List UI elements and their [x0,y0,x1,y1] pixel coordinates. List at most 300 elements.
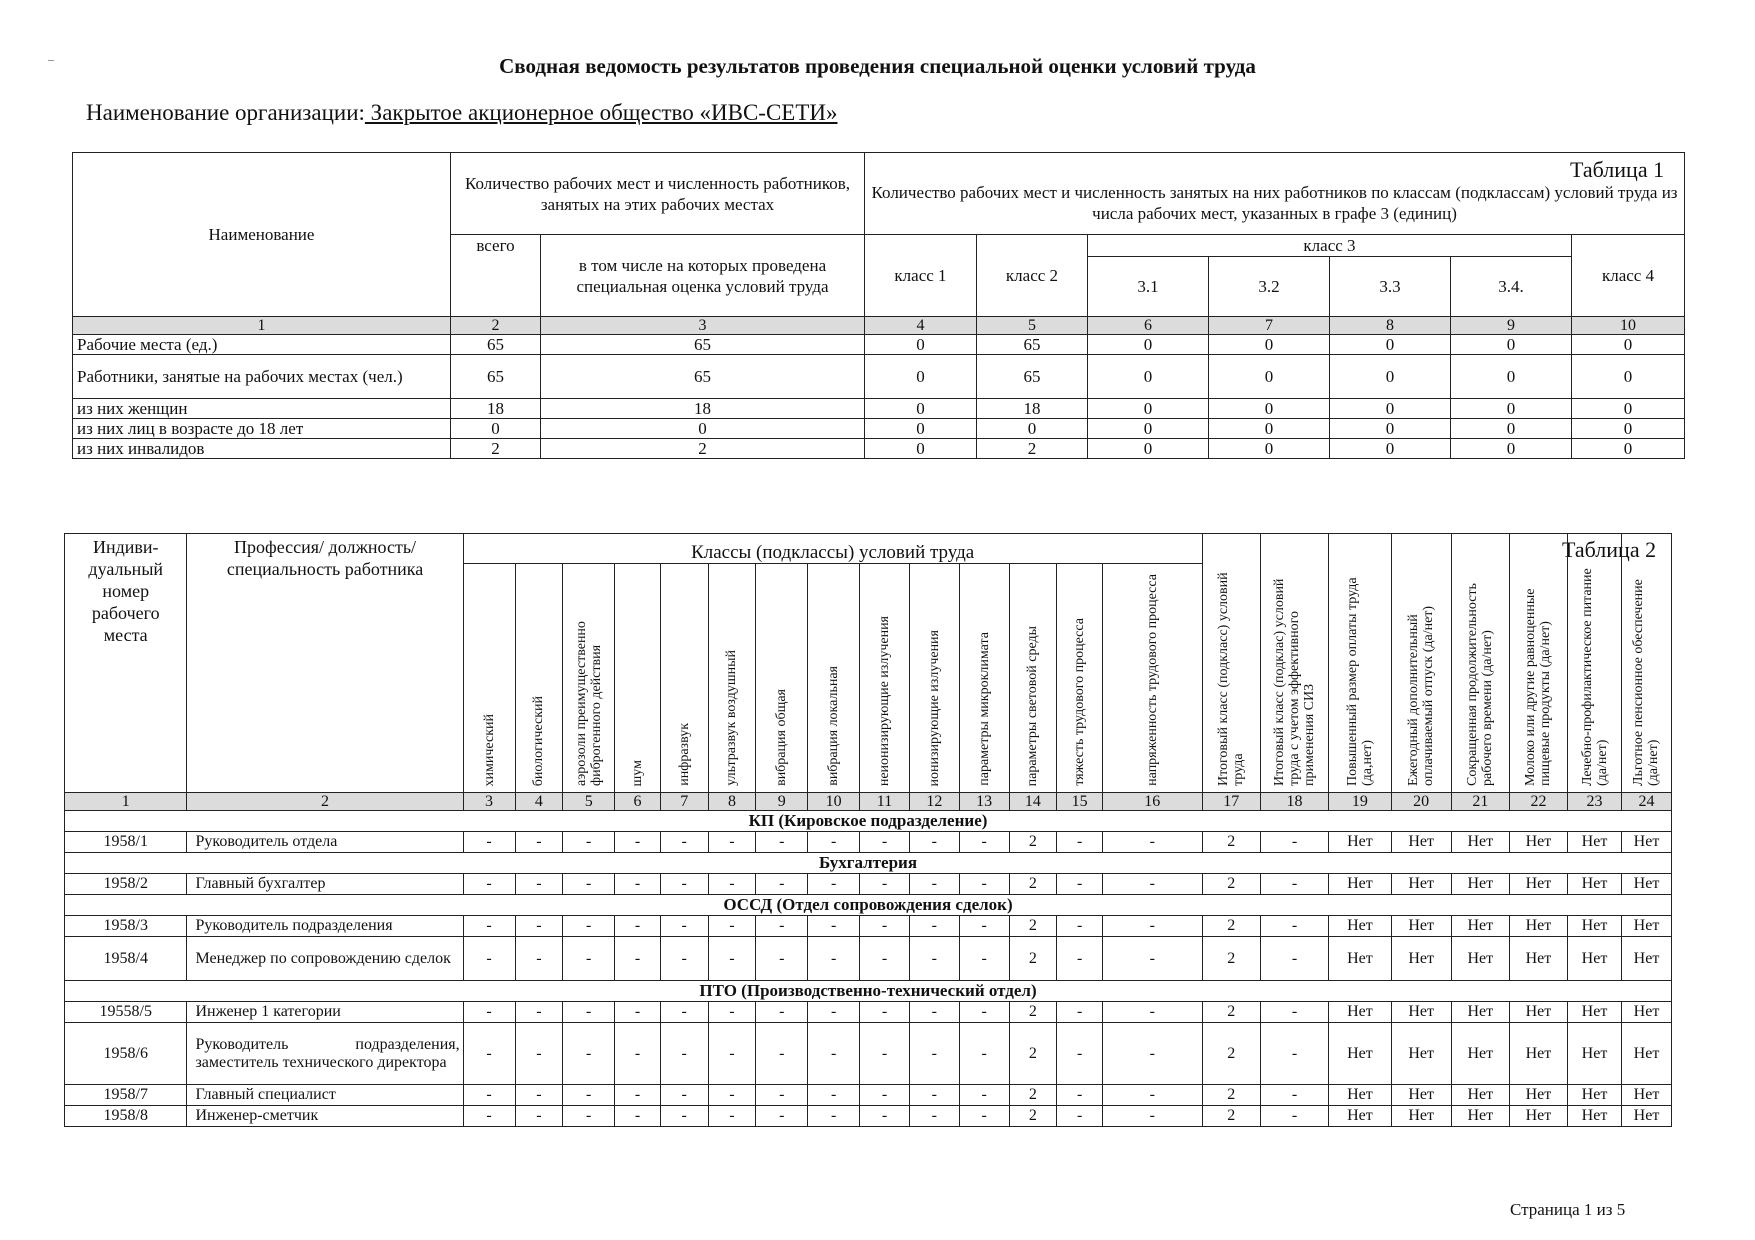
t2-cell: - [463,874,515,895]
t1-cell: 0 [865,399,977,419]
t2-cell: - [909,1002,959,1023]
t2-cell: - [563,874,615,895]
t2-cell: - [860,1023,910,1085]
t1-cell: 0 [1088,419,1209,439]
t2-cell: - [563,1002,615,1023]
t2-col-number: 17 [1202,793,1260,811]
t2-cell: Нет [1621,832,1671,853]
t2-cell: - [808,916,860,937]
t2-cell: Нет [1509,1023,1567,1085]
organization-line [86,100,838,126]
t2-cell: - [756,937,808,981]
t2-profession: Инженер-сметчик [187,1106,463,1127]
t1-cell: 65 [977,335,1088,355]
t2-section-title: ПТО (Производственно-технический отдел) [65,981,1672,1002]
t2-workplace-row [65,874,1672,895]
t2-factor-header: тяжесть трудового процесса [1057,564,1103,793]
t2-cell: - [959,937,1009,981]
t2-factor-header: вибрация локальная [808,564,860,793]
t2-cell: - [860,1085,910,1106]
t2-cell: Нет [1509,874,1567,895]
t2-cell: - [708,1085,756,1106]
t2-section-row [65,811,1672,832]
t2-cell: Нет [1621,916,1671,937]
t2-section-title: Бухгалтерия [65,853,1672,874]
t2-section-title: КП (Кировское подразделение) [65,811,1672,832]
t1-col-number: 5 [977,317,1088,335]
t1-cell: 0 [1209,419,1330,439]
t2-cell: - [808,1023,860,1085]
t2-cell: - [1102,874,1202,895]
t1-cell: 0 [1209,439,1330,459]
t1-header-class2: класс 2 [977,235,1088,317]
t1-cell: 0 [1330,399,1451,419]
t1-cell: 0 [1572,439,1685,459]
t2-factor-header: параметры микроклимата [959,564,1009,793]
t1-cell: 0 [1572,335,1685,355]
org-name: Закрытое акционерное общество «ИВС-СЕТИ» [364,100,838,125]
t2-cell: - [463,832,515,853]
t2-factor-header: ионизирующие излучения [909,564,959,793]
t2-col-number: 16 [1102,793,1202,811]
t2-cell: - [660,937,708,981]
t2-cell: - [909,832,959,853]
t1-row-label: Рабочие места (ед.) [73,335,451,355]
t2-workplace-row [65,1085,1672,1106]
t1-cell: 0 [1330,419,1451,439]
t2-cell: - [1260,1085,1329,1106]
t2-extra-header: Лечебно-профилактическое питание (да/нет) [1568,534,1622,793]
t2-cell: - [1102,1023,1202,1085]
t2-header-profession: Профессия/ должность/ специальность работника [187,534,463,793]
t2-workplace-row [65,1106,1672,1127]
t2-extra-header: Повышенный размер оплаты труда (да,нет) [1329,534,1391,793]
t2-col-number: 4 [515,793,563,811]
t2-cell: Нет [1621,1002,1671,1023]
t1-cell: 0 [977,419,1088,439]
t2-factor-header: аэрозоли преимущественно фиброгенного действия [563,564,615,793]
t2-cell: 2 [1009,1085,1057,1106]
t2-cell: Нет [1451,937,1509,981]
t2-cell: - [860,874,910,895]
t1-row-label: из них лиц в возрасте до 18 лет [73,419,451,439]
t2-cell: 2 [1202,1085,1260,1106]
t2-cell: - [615,916,661,937]
t2-extra-header: Итоговый класс (подкласс) условий труда [1202,534,1260,793]
t1-header-count: Количество рабочих мест и численность работников, занятых на этих рабочих местах [451,153,865,235]
t2-col-number: 1 [65,793,187,811]
t2-cell: - [756,1106,808,1127]
t2-cell: - [1260,916,1329,937]
t2-cell: - [660,874,708,895]
t2-col-number: 14 [1009,793,1057,811]
t1-col-number: 2 [451,317,541,335]
t2-cell: 2 [1202,1002,1260,1023]
t1-cell: 0 [1451,355,1572,399]
t2-cell: - [860,1106,910,1127]
t2-col-number: 20 [1391,793,1451,811]
t2-cell: Нет [1391,1002,1451,1023]
t2-col-number: 7 [660,793,708,811]
t1-col-number: 8 [1330,317,1451,335]
t2-extra-header: Итоговый класс (подклас) условий труда с учетом эффективного применения СИЗ [1260,534,1329,793]
t2-cell: - [959,874,1009,895]
t2-cell: - [515,916,563,937]
t2-cell: - [615,1106,661,1127]
t2-cell: - [1102,1002,1202,1023]
t2-factor-header: неионизирующие излучения [860,564,910,793]
t2-cell: Нет [1568,832,1622,853]
t1-cell: 0 [1572,399,1685,419]
t2-cell: - [909,1023,959,1085]
t2-cell: 2 [1202,1023,1260,1085]
t2-cell: - [808,937,860,981]
t2-cell: 2 [1202,916,1260,937]
t2-cell: - [1057,1023,1103,1085]
t2-factor-header: химический [463,564,515,793]
t2-cell: - [563,937,615,981]
t1-cell: 0 [1088,355,1209,399]
t1-cell: 65 [541,355,865,399]
t2-cell: - [1057,1002,1103,1023]
t2-profession: Руководитель подразделения, заместитель технического директора [187,1023,463,1085]
t2-cell: - [959,832,1009,853]
t2-factor-header: инфразвук [660,564,708,793]
t2-cell: Нет [1509,1106,1567,1127]
t2-cell: - [708,1106,756,1127]
t2-cell: Нет [1568,1106,1622,1127]
t2-cell: - [808,832,860,853]
t1-cell: 65 [451,355,541,399]
t1-header-name: Наименование [73,153,451,317]
t2-cell: Нет [1509,1002,1567,1023]
t1-cell: 0 [865,439,977,459]
t1-row [73,439,1685,459]
t2-cell: - [463,1002,515,1023]
t2-cell: - [808,1002,860,1023]
summary-table [72,152,1685,459]
t2-col-number: 21 [1451,793,1509,811]
t1-header-class1: класс 1 [865,235,977,317]
t2-col-number: 22 [1509,793,1567,811]
t2-cell: Нет [1451,1002,1509,1023]
t2-cell: - [463,1085,515,1106]
t2-col-number: 12 [909,793,959,811]
t2-cell: - [1057,937,1103,981]
t2-col-number: 19 [1329,793,1391,811]
t2-cell: Нет [1329,1106,1391,1127]
table1-caption: Таблица 1 [1570,157,1665,182]
t1-cell: 0 [1451,439,1572,459]
t1-sub-3-4: 3.4. [1451,257,1572,317]
t1-cell: 0 [1451,419,1572,439]
t2-cell: - [563,1023,615,1085]
t2-cell: Нет [1568,937,1622,981]
t2-cell: - [615,874,661,895]
t1-header-class3: класс 3 [1088,235,1572,257]
t2-cell: - [808,1106,860,1127]
t2-cell: Нет [1509,916,1567,937]
t2-cell: - [860,916,910,937]
t1-row [73,419,1685,439]
t2-cell: Нет [1568,874,1622,895]
t2-cell: - [563,916,615,937]
t2-cell: 2 [1202,937,1260,981]
t2-cell: Нет [1451,874,1509,895]
t2-cell: - [1102,832,1202,853]
t2-header-classes: Классы (подклассы) условий труда [463,534,1202,564]
t2-profession: Главный специалист [187,1085,463,1106]
t2-cell: Нет [1391,1085,1451,1106]
t2-extra-header: Льготное пенсионное обеспечение (да/нет) [1621,534,1671,793]
t1-col-number: 3 [541,317,865,335]
t2-section-row [65,981,1672,1002]
t2-col-number: 10 [808,793,860,811]
t2-cell: - [1057,832,1103,853]
t1-row [73,399,1685,419]
t2-cell: - [615,937,661,981]
t1-col-number: 10 [1572,317,1685,335]
t2-col-number: 3 [463,793,515,811]
t2-cell: 2 [1009,916,1057,937]
t2-workplace-id: 1958/3 [65,916,187,937]
t2-cell: - [1057,874,1103,895]
page-number: Страница 1 из 5 [1510,1200,1626,1219]
t2-cell: - [860,832,910,853]
table2-caption: Таблица 2 [1562,537,1657,562]
t2-cell: - [515,1106,563,1127]
t1-cell: 0 [1330,335,1451,355]
t1-cell: 0 [1572,355,1685,399]
t2-cell: 2 [1009,1106,1057,1127]
t2-cell: - [563,1085,615,1106]
t2-section-row [65,853,1672,874]
t2-cell: - [563,1106,615,1127]
t2-cell: Нет [1451,1085,1509,1106]
t2-cell: - [615,832,661,853]
t1-cell: 0 [451,419,541,439]
t1-row-label: из них женщин [73,399,451,419]
t1-col-number: 7 [1209,317,1330,335]
t2-cell: - [1102,916,1202,937]
t2-cell: Нет [1329,1002,1391,1023]
t2-cell: Нет [1391,1023,1451,1085]
t2-cell: Нет [1329,1085,1391,1106]
t2-cell: 2 [1202,1106,1260,1127]
t2-factor-header: напряженность трудового процесса [1102,564,1202,793]
t2-cell: - [959,1106,1009,1127]
t1-cell: 0 [1088,335,1209,355]
t2-cell: - [1057,1085,1103,1106]
t2-cell: Нет [1509,1085,1567,1106]
t2-header-id: Индиви-дуальный номер рабочего места [65,534,187,793]
t2-cell: 2 [1009,874,1057,895]
t2-cell: Нет [1509,937,1567,981]
t2-col-number: 18 [1260,793,1329,811]
document-title: Сводная ведомость результатов проведения специальной оценки условий труда [499,54,1256,78]
t2-cell: - [615,1085,661,1106]
t2-cell: Нет [1451,916,1509,937]
t2-cell: Нет [1329,832,1391,853]
t2-profession: Инженер 1 категории [187,1002,463,1023]
t2-profession: Главный бухгалтер [187,874,463,895]
t2-workplace-id: 1958/8 [65,1106,187,1127]
t1-col-number: 4 [865,317,977,335]
t1-cell: 0 [1209,355,1330,399]
t1-cell: 0 [1330,355,1451,399]
t2-cell: Нет [1391,916,1451,937]
t2-col-number: 13 [959,793,1009,811]
t2-workplace-row [65,1002,1672,1023]
t1-header-classes: Количество рабочих мест и численность занятых на них работников по классам (подклассам) условий труда из числа рабочих мест, указанных в графе 3 (единиц) [865,153,1685,235]
t2-col-number: 5 [563,793,615,811]
t1-cell: 65 [541,335,865,355]
t2-column-numbers [65,793,1672,811]
t1-col-number: 1 [73,317,451,335]
t2-cell: - [909,1085,959,1106]
t2-extra-header: Ежегодный дополнительный оплачиваемый отпуск (да/нет) [1391,534,1451,793]
t1-cell: 65 [977,355,1088,399]
t2-cell: - [515,832,563,853]
t2-col-number: 6 [615,793,661,811]
t1-col-number: 6 [1088,317,1209,335]
t2-cell: - [463,937,515,981]
t2-cell: - [1102,937,1202,981]
t2-cell: 2 [1009,832,1057,853]
t2-cell: - [1057,916,1103,937]
t2-cell: - [515,937,563,981]
t2-cell: - [1260,832,1329,853]
t2-workplace-row [65,937,1672,981]
t2-cell: - [1057,1106,1103,1127]
t1-cell: 0 [865,419,977,439]
t1-cell: 0 [1209,335,1330,355]
t2-profession: Руководитель подразделения [187,916,463,937]
t2-cell: 2 [1009,1023,1057,1085]
workplaces-table [64,533,1672,1127]
t1-cell: 0 [541,419,865,439]
t2-cell: - [463,1106,515,1127]
t2-section-title: ОССД (Отдел сопровождения сделок) [65,895,1672,916]
t1-sub-3-2: 3.2 [1209,257,1330,317]
t1-cell: 0 [865,355,977,399]
t2-col-number: 9 [756,793,808,811]
t2-section-row [65,895,1672,916]
t2-cell: - [959,1085,1009,1106]
t2-cell: - [860,937,910,981]
t2-cell: - [959,1023,1009,1085]
t2-cell: Нет [1568,1002,1622,1023]
t2-cell: Нет [1391,1106,1451,1127]
t2-cell: - [660,1023,708,1085]
t2-cell: - [1260,1023,1329,1085]
t2-cell: - [563,832,615,853]
t2-cell: - [756,1085,808,1106]
t2-workplace-row [65,832,1672,853]
t2-cell: - [808,874,860,895]
t1-cell: 18 [977,399,1088,419]
t2-cell: - [959,916,1009,937]
t2-cell: Нет [1391,832,1451,853]
t2-cell: - [1102,1085,1202,1106]
t2-cell: Нет [1391,937,1451,981]
t2-profession: Руководитель отдела [187,832,463,853]
t2-cell: - [756,832,808,853]
t2-cell: - [660,1106,708,1127]
t1-cell: 0 [1330,439,1451,459]
t2-cell: Нет [1509,832,1567,853]
t2-extra-header: Сокращенная продолжительность рабочего времени (да/нет) [1451,534,1509,793]
t1-cell: 2 [451,439,541,459]
t2-cell: Нет [1329,1023,1391,1085]
t2-cell: Нет [1568,1085,1622,1106]
t2-workplace-row [65,1023,1672,1085]
t2-cell: - [660,1002,708,1023]
t2-cell: - [909,916,959,937]
t1-row-label: из них инвалидов [73,439,451,459]
t2-cell: Нет [1621,874,1671,895]
t2-cell: - [909,874,959,895]
t1-header-total: всего [451,235,541,317]
t2-cell: - [615,1023,661,1085]
t2-col-number: 23 [1568,793,1622,811]
t2-cell: - [515,1085,563,1106]
t2-cell: - [756,1023,808,1085]
t2-cell: Нет [1621,1085,1671,1106]
t1-header-class4: класс 4 [1572,235,1685,317]
t2-cell: 2 [1202,874,1260,895]
t1-cell: 0 [865,335,977,355]
t1-column-numbers [73,317,1685,335]
t2-cell: - [708,916,756,937]
t2-cell: - [1260,874,1329,895]
org-label: Наименование организации: [86,100,365,125]
t2-cell: - [515,1023,563,1085]
t2-workplace-row [65,916,1672,937]
t2-cell: Нет [1329,937,1391,981]
t2-extra-header: Молоко или другие равноценные пищевые продукты (да/нет) [1509,534,1567,793]
t2-col-number: 15 [1057,793,1103,811]
t2-cell: - [808,1085,860,1106]
t2-col-number: 11 [860,793,910,811]
t2-cell: - [909,1106,959,1127]
t2-cell: Нет [1568,916,1622,937]
t1-sub-3-3: 3.3 [1330,257,1451,317]
t1-cell: 2 [541,439,865,459]
t2-workplace-id: 19558/5 [65,1002,187,1023]
t2-col-number: 8 [708,793,756,811]
t2-factor-header: вибрация общая [756,564,808,793]
t1-row-label: Работники, занятые на рабочих местах (чел.) [73,355,451,399]
t2-cell: Нет [1329,874,1391,895]
t2-cell: - [463,1023,515,1085]
t2-cell: Нет [1451,832,1509,853]
t2-cell: - [708,1023,756,1085]
t2-cell: - [1102,1106,1202,1127]
t2-cell: - [756,874,808,895]
t2-factor-header: биологический [515,564,563,793]
t2-cell: - [660,832,708,853]
t2-cell: - [959,1002,1009,1023]
t2-cell: Нет [1391,874,1451,895]
t2-cell: 2 [1202,832,1260,853]
t2-cell: - [615,1002,661,1023]
t1-col-number: 9 [1451,317,1572,335]
t2-workplace-id: 1958/4 [65,937,187,981]
t2-workplace-id: 1958/2 [65,874,187,895]
t1-cell: 0 [1451,399,1572,419]
t2-cell: 2 [1009,937,1057,981]
